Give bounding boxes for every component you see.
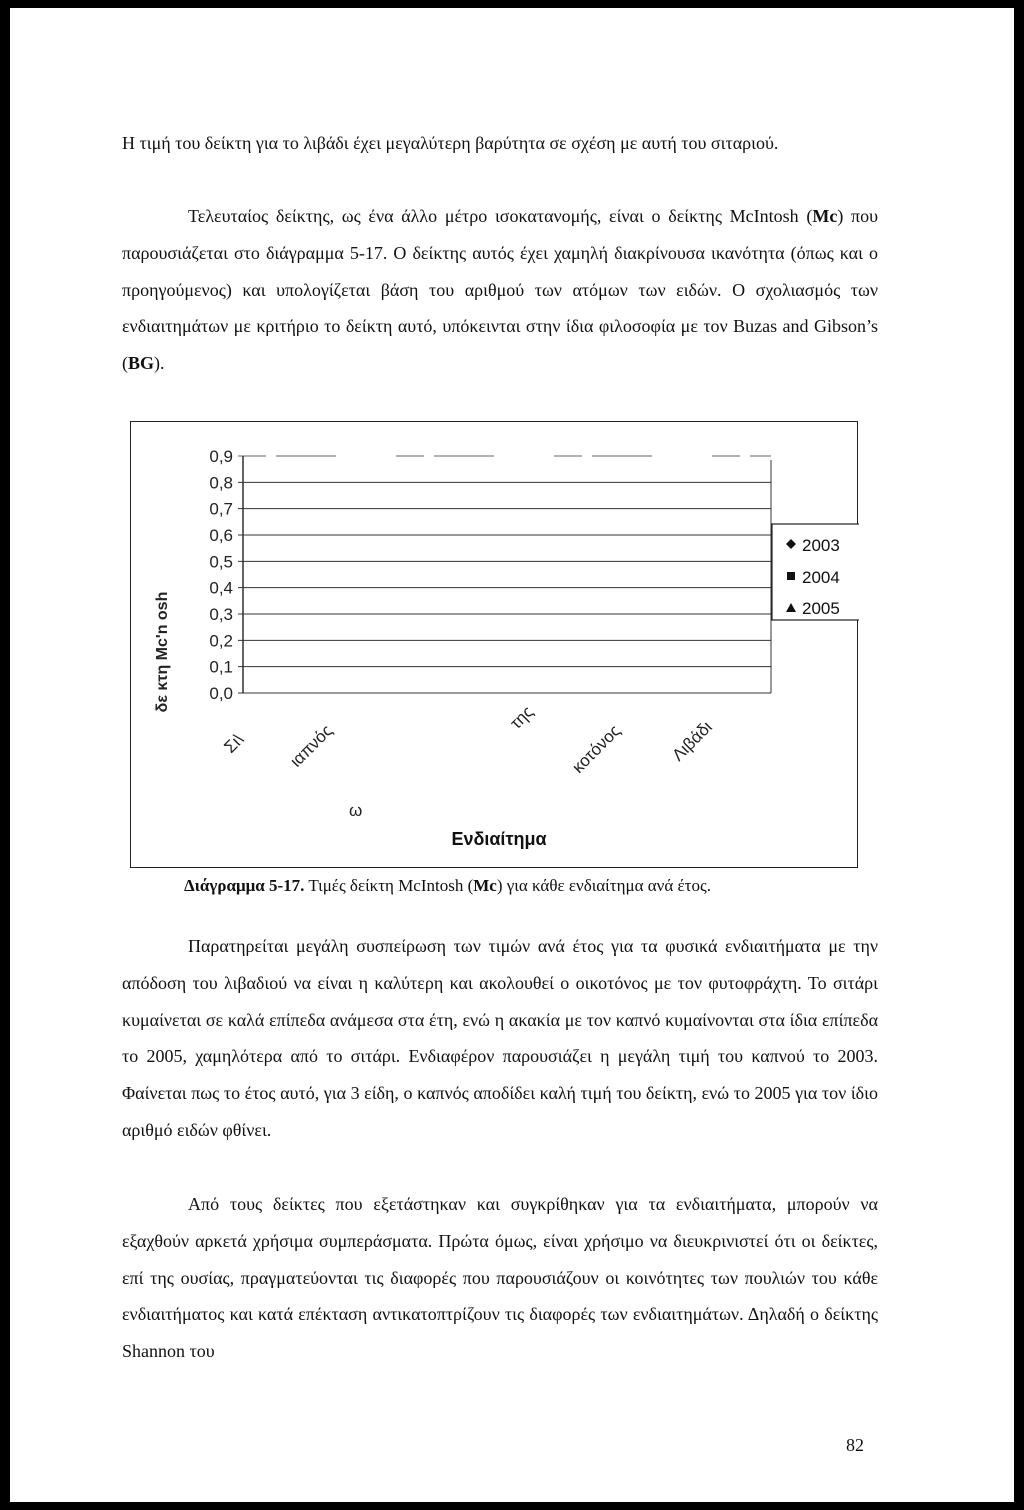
y-tick-label: 0,4: [209, 578, 233, 598]
caption-text-2: ) για κάθε ενδιαίτημα ανά έτος.: [496, 876, 711, 895]
caption-text-1: Τιμές δείκτη McIntosh (: [304, 876, 474, 895]
y-tick-label: 0,8: [209, 473, 233, 493]
x-tick-label-5: Λιβάδι: [668, 717, 716, 765]
y-tick-label: 0,3: [209, 605, 233, 624]
y-tick-label: 0,6: [209, 526, 233, 545]
paragraph-2-part-3: ).: [154, 353, 165, 374]
paragraph-4-text: Από τους δείκτες που εξετάστηκαν και συγκρίθηκαν για τα ενδιαιτήματα, μπορούν να εξαχθούν αρκετά χρήσιμα συμπεράσματα. Πρώτα όμως, είναι χρήσιμο να διευκρινιστεί ότι οι δείκτες, επί της ουσίας, πραγματεύονται τις διαφορές που παρουσιάζουν οι κοινότητες των πουλιών του κάθε ενδιαιτήματος και κατά επέκταση αντικατοπτρίζουν τις διαφορές των ενδιαιτημάτων. Δηλαδή ο δείκτης Shannon του: [122, 1194, 878, 1362]
x-tick-label-3: της: [506, 702, 538, 733]
legend-label-2004: 2004: [802, 568, 840, 587]
chart-frame: [130, 421, 858, 868]
y-axis-label: δε κτη Mc'n osh: [154, 591, 171, 713]
legend-label-2003: 2003: [802, 536, 840, 555]
paragraph-2-part-2: ) που παρουσιάζεται στο διάγραμμα 5-17. Ο δείκτης αυτός έχει χαμηλή διακρίνουσα ικανότητα (όπως και ο προηγούμενος) και υπολογίζεται βάση του αριθμού των ατόμων των ειδών. Ο σχολιασμός των ενδιαιτημάτων με κριτήριο το δείκτη αυτό, υπόκεινται στην ίδια φιλοσοφία με τον Buzas and Gibson’s (: [122, 206, 878, 374]
square-marker-icon: [787, 572, 795, 580]
paragraph-3: [122, 928, 878, 1149]
y-tick-label: 0,1: [209, 657, 233, 677]
mcintosh-chart: [131, 422, 859, 869]
figure-caption: [184, 876, 711, 896]
x-tick-label-2: ιαπνός: [286, 720, 337, 771]
caption-label: Διάγραμμα 5-17.: [184, 876, 305, 895]
x-axis-label: Ενδιαίτημα: [451, 829, 547, 849]
y-tick-label: 0,0: [209, 684, 233, 703]
y-tick-label: 0,9: [209, 447, 233, 466]
paragraph-2-bold-bg: BG: [128, 353, 155, 374]
page-number: 82: [846, 1435, 864, 1455]
paragraph-4: [122, 1186, 878, 1370]
paragraph-1: [122, 125, 878, 162]
document-page: [10, 8, 1014, 1502]
caption-bold-mc: Mc: [473, 876, 497, 895]
chart-grid: [238, 456, 771, 693]
legend-label-2005: 2005: [802, 599, 840, 618]
x-tick-label-1: Σι\: [220, 729, 248, 757]
paragraph-3-text: Παρατηρείται μεγάλη συσπείρωση των τιμών ανά έτος για τα φυσικά ενδιαιτήματα με την απόδοση του λιβαδιού να είναι η καλύτερη και ακολουθεί ο οικοτόνος με τον φυτοφράχτη. Το σιτάρι κυμαίνεται σε καλά επίπεδα ανάμεσα στα έτη, ενώ η ακακία με τον καπνό κυμαίνονται στα ίδια επίπεδα το 2005, χαμηλότερα από το σιτάρι. Ενδιαφέρον παρουσιάζει η μεγάλη τιμή του καπνού το 2003. Φαίνεται πως το έτος αυτό, για 3 είδη, ο καπνός αποδίδει καλή τιμή του δείκτη, ενώ το 2005 για τον ίδιο αριθμό ειδών φθίνει.: [122, 936, 878, 1140]
x-tick-label-4: κοτόνος: [568, 721, 625, 777]
paragraph-2-part-1: Τελευταίος δείκτης, ως ένα άλλο μέτρο ισοκατανομής, είναι ο δείκτης McIntosh (: [188, 206, 813, 226]
paragraph-1-text: Η τιμή του δείκτη για το λιβάδι έχει μεγαλύτερη βαρύτητα σε σχέση με αυτή του σιταριού.: [122, 133, 779, 153]
y-tick-label: 0,7: [209, 499, 233, 519]
paragraph-2: [122, 198, 878, 382]
y-tick-label: 0,2: [209, 631, 233, 651]
y-tick-labels: [209, 447, 233, 703]
x-tick-label-6: ω: [349, 801, 363, 820]
y-tick-label: 0,5: [209, 552, 233, 572]
paragraph-2-bold-mc: Mc: [812, 206, 838, 226]
chart-legend: [772, 524, 859, 620]
x-tick-labels: [220, 702, 716, 820]
